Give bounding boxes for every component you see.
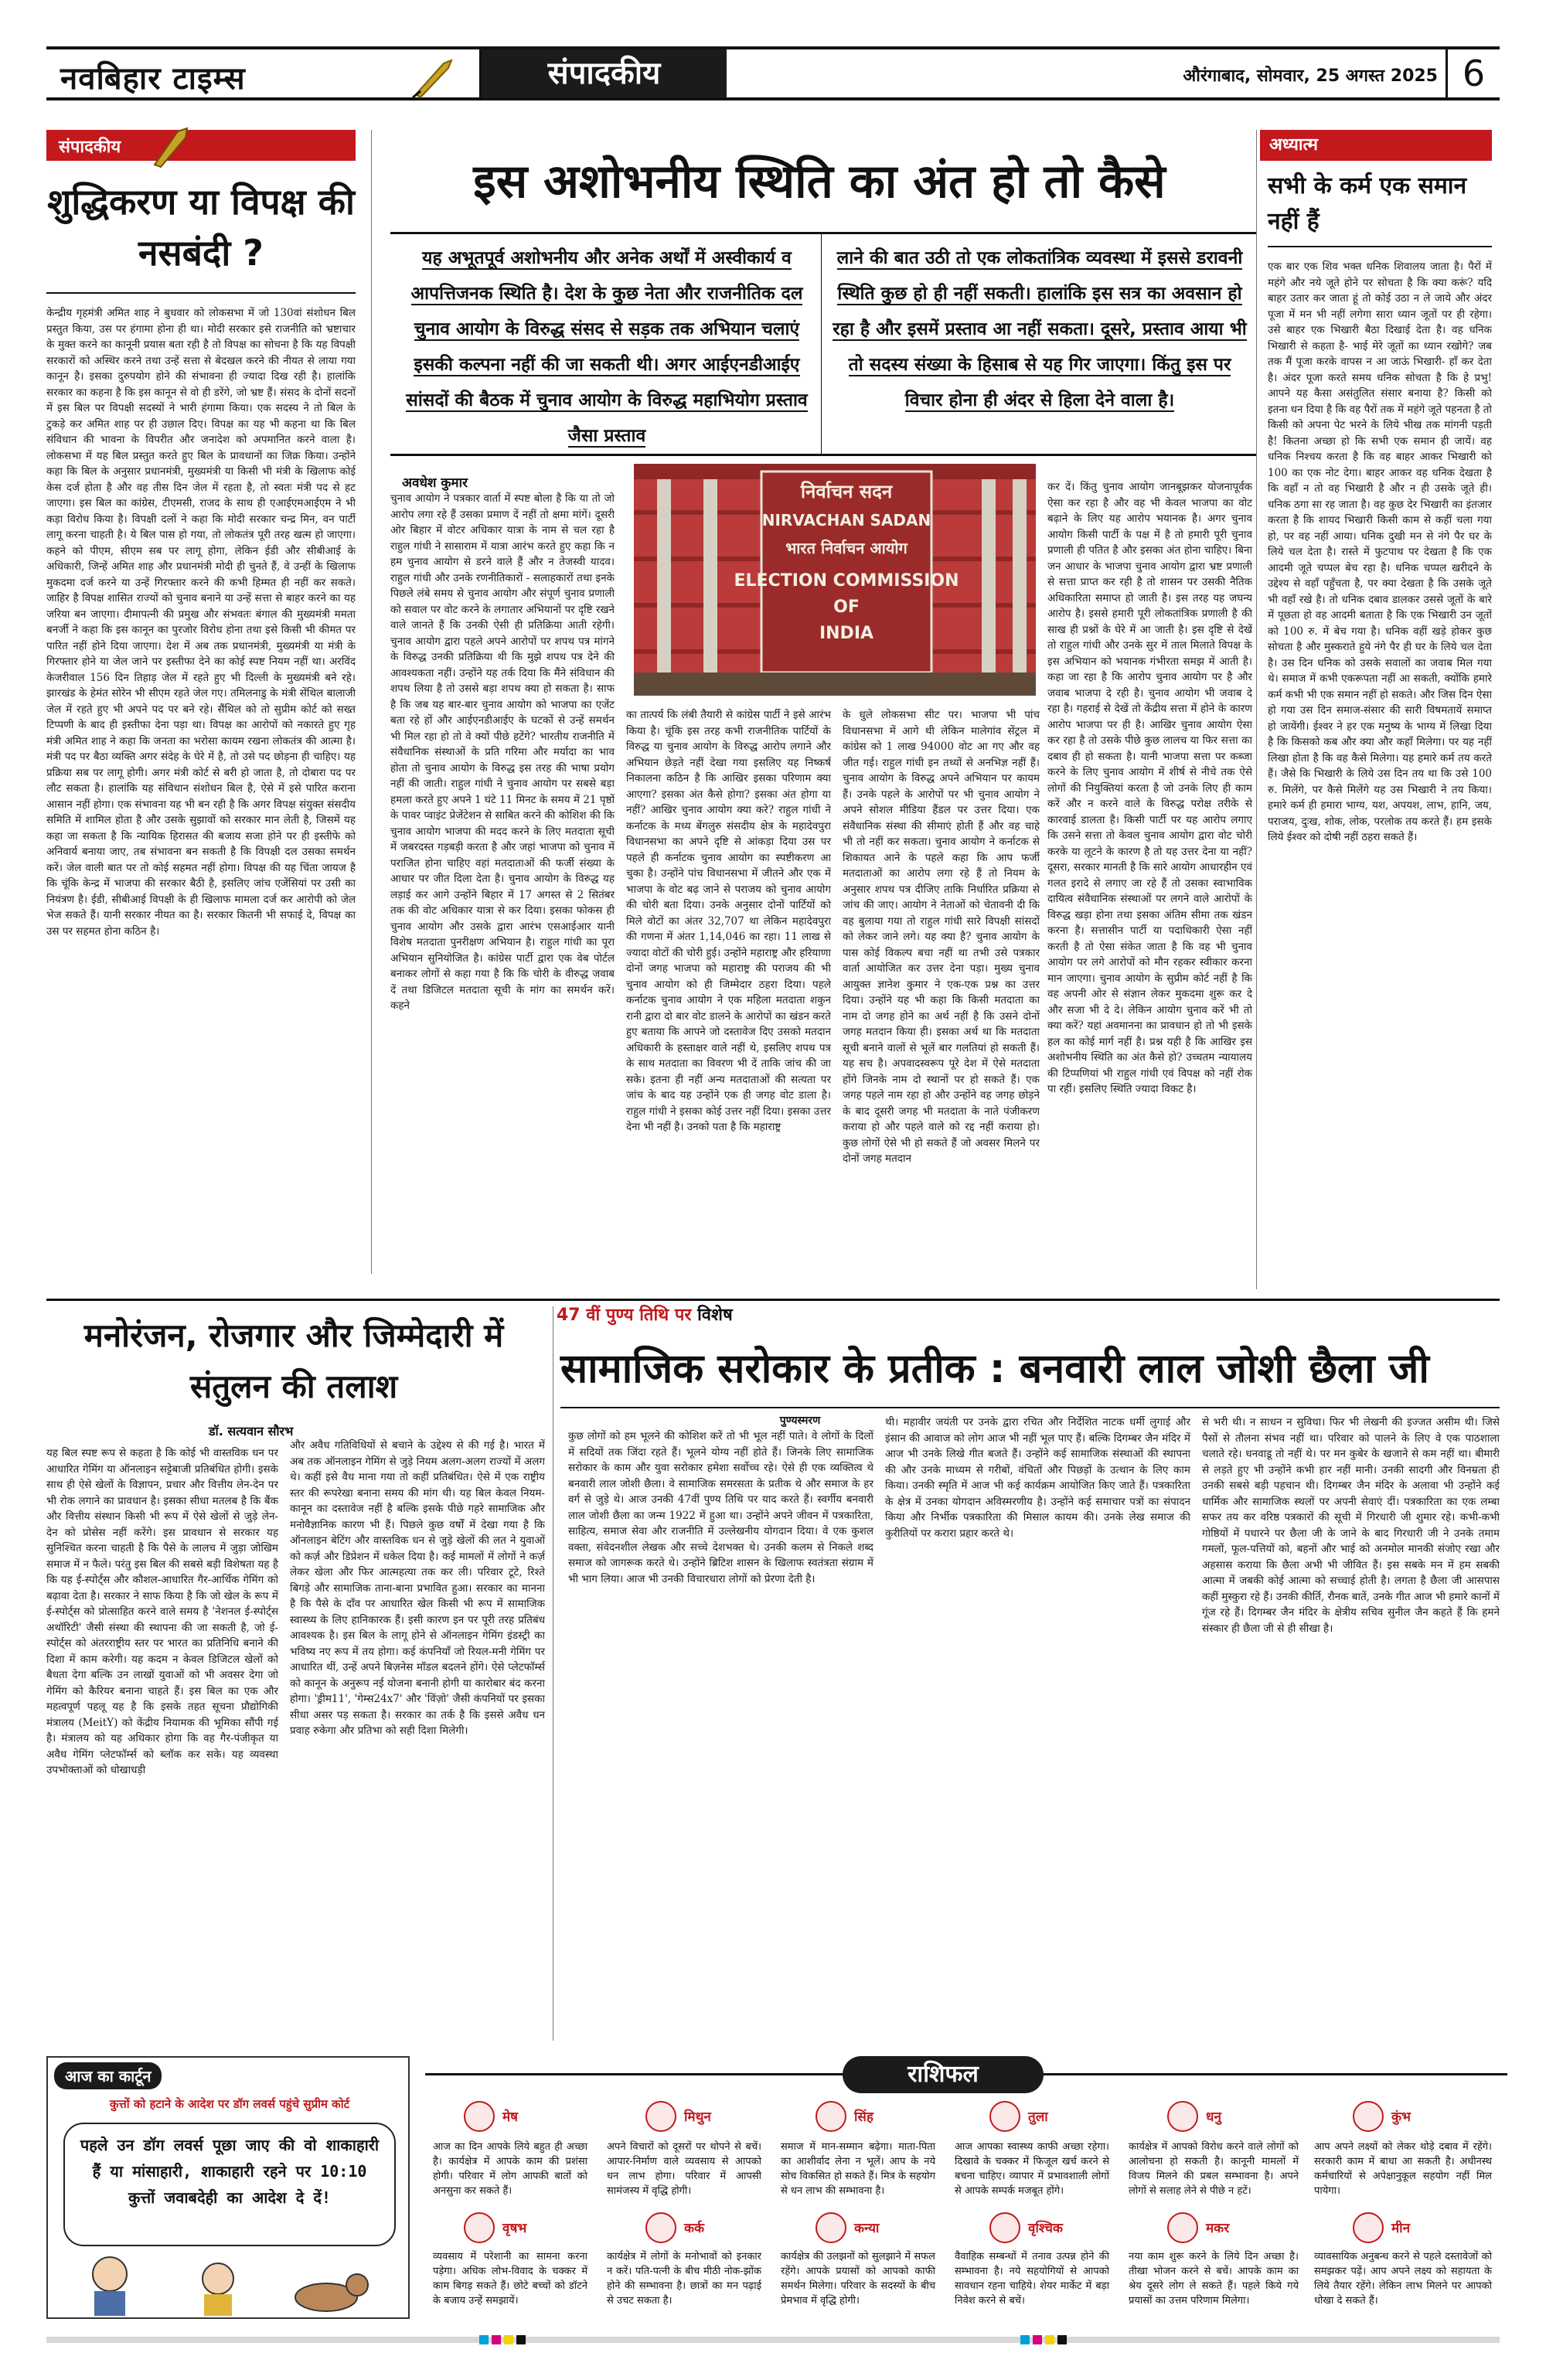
gemini-name: मिथुन xyxy=(684,2109,711,2125)
aries-name: मेष xyxy=(502,2109,518,2125)
sagittarius-name: धनु xyxy=(1206,2109,1221,2125)
gaming-bill-headline: मनोरंजन, रोजगार और जिम्मेदारी में संतुलन की तलाश xyxy=(83,1316,504,1405)
cancer-name: कर्क xyxy=(684,2221,705,2236)
leo-name: सिंह xyxy=(854,2109,873,2125)
libra-text: आज आपका स्वास्थ्य काफी अच्छा रहेगा। दिखावे के चक्कर में फिजूल खर्च करने से बचना चाहिए। व्यापार में प्रभावशाली लोगों से आपके सम्पर्क मजबूत होंगे। xyxy=(955,2141,1109,2197)
leo-icon xyxy=(816,2101,846,2132)
virgo-icon xyxy=(816,2212,846,2243)
dateline: औरंगाबाद, सोमवार, 25 अगस्त 2025 xyxy=(1183,66,1438,86)
article-column-1: चुनाव आयोग ने पत्रकार वार्ता में स्पष्ट बोला है कि या तो जो आरोप लगा रहे हैं उसका प्रमाण दें नहीं तो क्षमा मांगें। दूसरी ओर बिहार में वोटर अधिकार यात्रा के नाम से चल रहा है राहुल गांधी ने सासाराम में यात्रा आरंभ करते हुए कहा कि न हम चुनाव आयोग से डरने वाले हैं और न तेजस्वी यादव। राहुल गांधी और उनके रणनीतिकारों - सलाहकारों तथा इनके पिछले लंबे समय से चुनाव आयोग और संपूर्ण चुनाव प्रणाली को सवाल पर वोट करने के लगातार अभियानों पर दृष्टि रखने वाले जानते हैं कि उनकी ऐसी ही प्रतिक्रिया आती रहेगी। चुनाव आयोग द्वारा पहले अपने आरोपों पर शपथ पत्र मांगने के विरुद्ध उनकी प्रतिक्रिया थी कि मुझे शपथ पत्र देने की आवश्यकता नहीं। उन्होंने यह तर्क दिया कि मैंने संविधान की शपथ लिया है तो उससे बड़ा शपथ क्या हो सकता है। साफ है कि जब यह बार-बार चुनाव आयोग को भाजपा का एजेंट बता रहे हों और आईएनडीआईए के घटकों से उन्हें समर्थन भी मिल रहा हो तो वे क्यों पीछे हटेंगे? भारतीय राजनीति में संवैधानिक संस्थाओं के प्रति गरिमा और मर्यादा का भाव होता तो चुनाव आयोग के विरुद्ध इस तरह की भाषा प्रयोग नहीं की जाती। राहुल गांधी ने चुनाव आयोग पर सबसे बड़ा हमला करते हुए अपने 1 घंटे 11 मिनट के समय में 21 पृष्ठों के पावर प्वाइंट प्रेजेंटेशन से साबित करने की कोशिश की कि चुनाव आयोग भाजपा की मदद करने के लिए मतदाता सूची में जबरदस्त गड़बड़ी करता है और जहां भाजपा को चुनाव में पराजित होना चाहिए वहां मतदाताओं की फर्जी संख्या के आधार पर जीत दिला देता है। चुनाव आयोग के विरुद्ध यह लड़ाई कर आगे उन्होंने बिहार में 17 अगस्त से 2 सितंबर तक की वोट अधिकार यात्रा से कर दिया। इसका फोकस ही चुनाव आयोग और उसके द्वारा आरंभ एसआईआर यानी विशेष मतदाता पुनरीक्षण अभियान है। राहुल गांधी का पूरा अभियान सुनियोजित है। कांग्रेस पार्टी द्वारा एक वेब पोर्टल बनाकर लोगों से कहा गया है कि कि चोरी के वीरुद्ध जवाब दें तथा डिजिटल मतदाता सूची के मांग का समर्थन करें। कहने xyxy=(390,492,615,1012)
building-illustration xyxy=(634,464,1036,696)
photo-sign-line-5: OF xyxy=(833,598,860,617)
quill-pen-icon xyxy=(410,56,456,99)
editorial-body: केन्द्रीय गृहमंत्री अमित शाह ने बुधवार को लोकसभा में जो 130वां संशोधन बिल प्रस्तुत किया, उस पर हंगामा होना ही था। मोदी सरकार इसे राजनीति को भ्रष्टाचार के मुक्त करने का कानूनी प्रयास बता रही है तो विपक्ष का सोचना है कि यह विपक्षी सरकारों को अस्थिर करने तथा उन्हें सत्ता से बेदखल करने की नीयत से लाया गया कानून है। इसका दुरुपयोग होने की संभावना ही ज्यादा दिख रही है। हालांकि सरकार का कहना है कि इस कानून से वो ही डरेंगे, जो भ्रष्ट हैं। संसद के दोनों सदनों में इस बिल पर विपक्षी सदस्यों ने भारी हंगामा किया। एक सदस्य ने तो बिल के टुकड़े कर अमित शाह पर ही उछाल दिए। विपक्ष का यह भी कहना था कि बिल संविधान की भावना के विपरीत और जनादेश को अपमानित करने वाला है। लोकसभा में यह बिल प्रस्तुत करते हुए बिल के प्रावधानों का जिक्र किया। उन्होंने कहा कि बिल के अनुसार प्रधानमंत्री, मुख्यमंत्री या किसी भी मंत्री के खिलाफ कोई केस दर्ज होता है और वह तीस दिन जेल में रहता है, तो स्वतः मंत्री पद से हट जाएगा। इस बिल का कांग्रेस, टीएमसी, राजद के साथ ही एआईएमआईएम ने भी कड़ा विरोध किया है। विपक्षी दलों ने कहा कि मोदी सरकार चन्द्र मिन, वन पार्टी लागू करना चाहती है। ये बिल पास हो गया, तो लोकतंत्र पूरी तरह खत्म हो जाएगा। कहने को पीएम, सीएम सब पर लागू होगा, लेकिन ईडी और सीबीआई के अधिकारी, जिन्हें अमित शाह और प्रधानमंत्री मोदी ही चुनते हैं, वे उन्हीं के खिलाफ मुकदमा दर्ज करने या उन्हें गिरफ्तार करने की कभी हिम्मत ही नहीं कर सकते। जाहिर है विपक्ष शासित राज्यों को चुनाव बनाने या उन्हें सत्ता से बाहर करने का यह जरिया बन जाएगा। दीमापत्नी की प्रमुख और संभवतः बंगाल की मुख्यमंत्री ममता बनर्जी ने कहा कि इस कानून का पुरजोर विरोध होना तथा इसे किसी भी कीमत पर पारित नहीं होने दिया जाएगा। देश में अब तक प्रधानमंत्री, मुख्यमंत्री या मंत्री के गिरफ्तार होने या जेल जाने पर इस्तीफा देने का कोई स्पष्ट नियम नहीं था। अरविंद केजरीवाल 156 दिन तिहाड़ जेल में रहते हुए भी दिल्ली के मुख्यमंत्री बने रहे। झारखंड के हेमंत सोरेन भी सीएम रहते जेल गए। तमिलनाडु के मंत्री सेंथिल बालाजी जेल में रहते हुए भी अपने पद पर बने रहे। सैंथिल को तो सुप्रीम कोर्ट को सख्त टिप्पणी के बाद ही इस्तीफा देना पड़ा था। विपक्ष का आरोपों को नकारते हुए गृह मंत्री अमित शाह ने कहा कि जनता का भरोसा कायम रखना लोकतंत्र की आत्मा है। मंत्री पद पर बैठा व्यक्ति अगर संदेह के घेरे में है, तो उसे पद छोड़ना ही चाहिए। यह प्रक्रिया सब पर लागू होगी। अगर मंत्री कोर्ट से बरी हो जाता है, तो दोबारा पद पर लौट सकता है। हालांकि यह संविधान संशोधन बिल है, ऐसे में इसे पारित कराना आसान नहीं होगा। एक संभावना यह भी बन रही है कि अगर विपक्ष संयुक्त संसदीय समिति में शामिल होता है और उसके सुझावों को सरकार मान लेती है, जिसमें यह कहा जा सकता है कि न्यायिक हिरासत की बजाय सजा होने पर ही इस्तीफे को अनिवार्य बनाया जाए, तब संभावना बन सकती है कि विपक्षी दल उसका समर्थन करें। जेल वाली बात पर तो कोई सहमत नहीं होगा। विपक्ष की यह चिंता जायज है कि चूंकि केन्द्र में भाजपा की सरकार बैठी है, इसलिए जांच एजेंसियां पर उसी का नियंत्रण है। ईडी, सीबीआई विपक्षी के ही खिलाफ मामला दर्ज कर आरोपी को जेल भेज सकते हैं। यानी सरकार नीयत का है। सरकार कितनी भी सफाई दे, विपक्ष का उस पर सहमत होना कठिन है। xyxy=(46,307,356,938)
capricorn-icon xyxy=(1167,2212,1198,2243)
virgo-text: कार्यक्षेत्र की उलझनों को सुलझाने में सफल रहेंगे। आपके प्रयासों को आपको काफी समर्थन मिलेगा। परिवार के सदस्यों के बीच प्रेमभाव में वृद्धि होगी। xyxy=(781,2251,935,2307)
special-column-3: से भरी थी। न साधन न सुविधा। फिर भी लेखनी की इज्जत असीम थी। जिसे पैसों से तौलना संभव नहीं था। परिवार को पालने के लिए वे एक पाठशाला चलाते रहे। धनवाडू तो नहीं थे। पर मन कुबेर के खजाने से कम नहीं था। बीमारी से लड़ते हुए भी उन्होंने कभी हार नहीं मानी। उनकी सादगी और विनम्रता ही उनकी सबसे बड़ी पहचान थी। दिगम्बर जैन मंदिर के अलावा भी उन्होंने कई धार्मिक और सामाजिक स्थलों पर अपनी सेवाएं दीं। पत्रकारिता का एक लम्बा सफर तय कर वरिष्ठ पत्रकारों की सूची में गिरधारी जी शुमार रहे। कभी-कभी गोष्ठियों में पधारने पर छैला जी के जाने के बाद गिरधारी जी ने उनके तमाम गमलों, फूल-पत्तियों को, बहनों और भाई को अनमोल मानकी संजोए रखा और अहसास कराया कि छैला अभी भी जीवित हैं। इस सबके मन में हम सबकी आत्मा में जबकी कोई आत्मा को सच्चाई होती है। लगता है छैला जी आसपास कहीं मुस्कुरा रहे हैं। उनकी कीर्ति, रौनक बातें, उनके गीत आज भी हमारे कानों में गूंज रहे हैं। दिगम्बर जैन मंदिर के क्षेत्रीय सचिव सुनील जैन कहते हैं कि हमने संस्कार ही छैला जी से ही सीखा है। xyxy=(1202,1416,1500,1635)
cartoon-speech-bubble: पहले उन डॉग लवर्स पूछा जाए की वो शाकाहारी हैं या मांसाहारी, शाकाहारी रहने पर 10:10 कुत्तों जवाबदेही का आदेश दे दें! xyxy=(63,2123,396,2246)
masthead xyxy=(46,46,1500,100)
print-registration-bar xyxy=(46,2334,1500,2345)
special-kicker-number: 47 वीं पुण्य तिथि पर xyxy=(557,1306,692,1325)
column-rule xyxy=(371,130,372,1274)
photo-sign-line-6: INDIA xyxy=(819,624,874,643)
author-byline: अवधेश कुमार xyxy=(402,475,468,491)
special-headline: सामाजिक सरोकार के प्रतीक : बनवारी लाल जोशी छैला जी xyxy=(560,1346,1429,1392)
column-rule xyxy=(1256,130,1257,1289)
election-commission-photo xyxy=(634,464,1036,696)
pisces-name: मीन xyxy=(1391,2221,1411,2236)
pisces-text: व्यावसायिक अनुबन्ध करने से पहले दस्तावेजों को समझकर पढ़ें। आप अपने लक्ष्य को सहायता के लिये तैयार रहेंगे। लेकिन लाभ मिलने पर आपको धोखा दे सकते हैं। xyxy=(1314,2251,1492,2307)
deck-divider xyxy=(821,234,822,454)
special-column-1: कुछ लोगों को हम भूलने की कोशिश करें तो भी भूल नहीं पाते। वे लोगों के दिलों में सदियों तक जिंदा रहते हैं। भूलने योग्य नहीं होते हैं। जिनके लिए सामाजिक सरोकार के काम और युवा सरोकार हमेशा सर्वोच्च रहे। ऐसे ही एक व्यक्तित्व थे बनवारी लाल जोशी छैला। वे सामाजिक समरसता के प्रतीक थे और समाज के हर वर्ग से जुड़े थे। आज उनकी 47वीं पुण्य तिथि पर याद करते हैं। स्वर्गीय बनवारी लाल जोशी छैला का जन्म 1922 में हुआ था। उन्होंने अपने जीवन में पत्रकारिता, साहित्य, समाज सेवा और राजनीति में उल्लेखनीय योगदान दिया। वे एक कुशल वक्ता, संवेदनशील लेखक और सच्चे देशभक्त थे। उनकी कलम से निकले शब्द समाज को जागरूक करते थे। उन्होंने ब्रिटिश शासन के खिलाफ स्वतंत्रता संग्राम में भी भाग लिया। आज भी उनकी विचारधारा लोगों को प्रेरणा देती है। xyxy=(568,1430,873,1585)
horoscope-box xyxy=(425,2056,1507,2319)
scorpio-icon xyxy=(989,2212,1020,2243)
cartoon-drawing xyxy=(63,2251,396,2316)
special-column-2: थी। महावीर जयंती पर उनके द्वारा रचित और निर्देशित नाटक धर्मी लुगाई और इंसान की आवाज को लोग आज भी नहीं भूल पाए हैं। बल्कि दिगम्बर जैन मंदिर में आज भी उनके लिखे गीत बजते हैं। उन्होंने कई सामाजिक संस्थाओं की स्थापना की और उनके माध्यम से गरीबों, वंचितों और पिछड़ों के उत्थान के लिए काम किया। उनकी स्मृति में आज भी कई कार्यक्रम आयोजित किए जाते हैं। पत्रकारिता के क्षेत्र में उनका योगदान अविस्मरणीय है। उन्होंने कई समाचार पत्रों का संपादन किया और निर्भीक पत्रकारिता की मिसाल कायम की। उनके लेख समाज की कुरीतियों पर करारा प्रहार करते थे। xyxy=(885,1416,1190,1540)
pen-nib-icon xyxy=(147,122,193,169)
spirituality-kicker: अध्यात्म xyxy=(1260,130,1492,161)
photo-sign-line-2: NIRVACHAN SADAN xyxy=(761,511,931,529)
virgo-name: कन्या xyxy=(854,2221,880,2236)
gemini-text: अपने विचारों को दूसरों पर थोपने से बचें। आपार-निर्माण वाले व्यवसाय से आपको धन लाभ होगा। परिवार में आपसी सामंजस्य में वृद्धि होगी। xyxy=(607,2141,761,2197)
main-headline: इस अशोभनीय स्थिति का अंत हो तो कैसे xyxy=(473,155,1166,209)
editorial-kicker-label: संपादकीय xyxy=(59,138,121,157)
aquarius-text: आप अपने लक्ष्यों को लेकर थोड़े दबाव में रहेंगे। सरकारी काम में बाधा आ सकती है। अधीनस्थ कर्मचारियों से अपेक्षानुकूल सहयोग नहीं मिल पायेगा। xyxy=(1314,2141,1492,2197)
divider xyxy=(560,1407,1500,1408)
taurus-icon xyxy=(464,2212,495,2243)
spirituality-body: एक बार एक शिव भक्त धनिक शिवालय जाता है। पैरों में महंगे और नये जूते होने पर सोचता है कि क्या करूं? यदि बाहर उतार कर जाता हूं तो कोई उठा न ले जाये और अंदर पूजा में मन भी नहीं लगेगा सारा ध्यान जूतों पर ही रहेगा। उसे बाहर एक भिखारी बैठा दिखाई देता है। वह धनिक भिखारी से कहता है- भाई मेरे जूतों का ध्यान रखोगे? जब तक मैं पूजा करके वापस न आ जाऊं भिखारी- हाँ कर देता है। अंदर पूजा करते समय धनिक सोचता है कि हे प्रभु! आपने यह कैसा असंतुलित संसार बनाया है? किसी को इतना धन दिया है कि वह पैरों तक में महंगे जूते पहनता है तो किसी को अपना पेट भरने के लिये भीख तक मांगनी पड़ती है! कितना अच्छा हो कि सभी एक समान ही जायें। वह धनिक निश्चय करता है कि वह बाहर आकर भिखारी को 100 का एक नोट देगा। बाहर आकर वह धनिक देखता है कि वहाँ न तो वह भिखारी है और न ही उसके जूते ही। धनिक ठगा सा रह जाता है। वह कुछ देर भिखारी का इंतजार करता है कि शायद भिखारी किसी काम से कहीं चला गया हो, पर वह नहीं आया। धनिक दुखी मन से नंगे पैर घर के लिये चल देता है। रास्ते में फुटपाथ पर देखता है कि एक आदमी जूते चप्पल बेच रहा है। धनिक चप्पल खरीदने के उद्देश्य से वहाँ पहुँचता है, पर क्या देखता है कि उसके जूते भी वहाँ रखे है। तो धनिक दबाव डालकर उससे जूतों के बारे में पूछता हो वह आदमी बताता है कि एक भिखारी उन जूतों को 100 रु. में बेच गया है। धनिक वहीं खड़े होकर कुछ सोचता है और मुस्कराते हुये नंगे पैर ही घर के लिये चल देता है। उस दिन धनिक को उसके सवालों का जवाब मिल गया थे। समाज में कभी एकरूपता नहीं आ सकती, क्योंकि हमारे कर्म कभी भी एक समान नहीं हो सकते। और जिस दिन ऐसा हो गया उस दिन समाज-संसार की सारी विषमतायें समाप्त हो जायेंगी। ईश्वर ने हर एक मनुष्य के भाग्य में लिखा दिया है कि किसको कब और क्या और कहाँ मिलेगा। पर यह नहीं लिखा होता है कि वह कैसे मिलेगा। यह हमारे कर्म तय करते हैं। जैसे कि भिखारी के लिये उस दिन तय था कि उसे 100 रु. मिलेंगे, पर कैसे मिलेंगे यह उस भिखारी ने तय किया। हमारे कर्म ही हमारा भाग्य, यश, अपयश, लाभ, हानि, जय, पराजय, दुःख, शोक, लोक, परलोक तय करते हैं। हम इसके लिये ईश्वर को दोषी नहीं ठहरा सकते हैं। xyxy=(1268,260,1492,843)
headline-deck xyxy=(390,232,1256,456)
remembrance-kicker: पुण्यस्मरण xyxy=(779,1415,821,1427)
photo-sign-line-4: ELECTION COMMISSION xyxy=(734,571,959,591)
cartoon-caption: कुत्तों को हटाने के आदेश पर डॉग लवर्स पहुंचे सुप्रीम कोर्ट xyxy=(109,2097,350,2111)
article-column-4: कर दें। किंतु चुनाव आयोग जानबूझकर योजनापूर्वक ऐसा कर रहा है और वह भी केवल भाजपा का वोट बढ़ाने के लिए यह आरोप भयानक है। अगर चुनाव आयोग किसी पार्टी के पक्ष में है तो हमारी पूरी चुनाव प्रणाली ही पतित है और इसका अंत होना चाहिए। बिना जन आधार के भाजपा चुनाव आयोग द्वारा भ्रष्ट प्रणाली से सत्ता प्राप्त कर रही है तो शासन पर उसकी नैतिक अधिकारिता समाप्त हो जाती है। इस तरह यह जघन्य आरोप है। इससे हमारी पूरी लोकतांत्रिक प्रणाली है की साख ही प्रश्नों के घेरे में आ जाती है। इस दृष्टि से देखें तो राहुल गांधी और उनके सुर में ताल मिलाते विपक्ष के इस अभियान को भयानक गंभीरता समझ में आती है। कहा जा रहा है कि आरोप चुनाव आयोग पर है और जवाब भाजपा दे रही है। चुनाव आयोग भी जवाब दे रहा है। गहराई से देखें तो केंद्रीय सत्ता में होने के कारण आरोप भाजपा पर ही है। आखिर चुनाव आयोग ऐसा कर रहा है तो उसके पीछे कुछ लालच या फिर सत्ता का दबाव ही हो सकता है। यानी भाजपा सत्ता पर कब्जा करने के लिए चुनाव आयोग में शीर्ष से नीचे तक ऐसे लोगों की नियुक्तियां करता है जो उनके लिए ही काम करें और न करने वाले के विरुद्ध परोक्ष तरीके से कारवाई डालता है। किसी पार्टी पर यह आरोप लगाए कि उसने सत्ता तो केवल चुनाव आयोग द्वारा वोट चोरी करके या लूटने के कारण है तो यह उत्तर देना या नहीं? दूसरा, सरकार मानती है कि सारे आयोग आधारहीन एवं गलत इरादे से लगाए जा रहे हैं तो उसका स्वाभाविक दायित्व संवैधानिक संस्थाओं पर लगने वाले आरोपों के विरुद्ध खड़ा होना तथा इसका अंतिम सीमा तक खंडन करना है। सत्तासीन पार्टी या पदाधिकारी ऐसा नहीं करती है तो ऐसा संकेत जाता है कि वह भी चुनाव आयोग पर लगे आरोपों को मौन रहकर स्वीकार करना मान जाएगा। चुनाव आयोग के सुप्रीम कोर्ट नहीं है कि वह अपनी ओर से संज्ञान लेकर मुकदमा शुरू कर दे और सजा भी दे दे। लेकिन आयोग चुनाव करें भी तो क्या करें? यहां अवमानना का प्रावधान हो तो भी इसके हल का कोई मार्ग नहीं है। प्रश्न यही है कि आखिर इस अशोभनीय स्थिति का अंत कैसे हो? उच्चतम न्यायालय की टिप्पणियां भी राहुल गांधी एवं विपक्ष को नहीं रोक पा रहीं। इसलिए स्थिति ज्यादा विकट है। xyxy=(1047,481,1252,1095)
special-kicker xyxy=(557,1302,733,1326)
cancer-text: कार्यक्षेत्र में लोगों के मनोभावों को इनकार न करें। पति-पत्नी के बीच मीठी नोक-झोंक होने की सम्भावना है। छात्रों का मन पढ़ाई से उचट सकता है। xyxy=(607,2251,761,2307)
newspaper-brand: नवबिहार टाइम्स xyxy=(60,61,246,97)
aquarius-name: कुंभ xyxy=(1391,2109,1411,2125)
editorial-kicker xyxy=(46,130,356,161)
libra-name: तुला xyxy=(1028,2109,1048,2125)
deck-right-text: लाने की बात उठी तो एक लोकतांत्रिक व्यवस्था में इससे डरावनी स्थिति कुछ हो ही नहीं सकती। हालांकि इस सत्र का अवसान हो रहा है और इसमें प्रस्ताव आ नहीं सकता। दूसरे, प्रस्ताव आया भी तो सदस्य संख्या के हिसाब से यह गिर जाएगा। किंतु इस पर विचार होना ही अंदर से हिला देने वाला है। xyxy=(833,248,1247,410)
divider xyxy=(46,292,356,294)
gaming-bill-column-2: और अवैध गतिविधियों से बचाने के उद्देश्य से की गई है। भारत में अब तक ऑनलाइन गेमिंग से जुड़े नियम अलग-अलग राज्यों में अलग थे। कहीं इसे वैध माना गया तो कहीं प्रतिबंधित। ऐसे में एक राष्ट्रीय स्तर की रूपरेखा बनाना समय की मांग थी। यह बिल केवल नियम-कानून का दस्तावेज नहीं है बल्कि इसके पीछे गहरे सामाजिक और मनोवैज्ञानिक कारण भी हैं। पिछले कुछ वर्षों में देखा गया है कि ऑनलाइन बेटिंग और वास्तविक धन से जुड़े खेलों की लत ने युवाओं को कर्ज़ और डिप्रेशन में धकेल दिया है। कई मामलों में लोगों ने कर्ज़ लेकर खेला और फिर आत्महत्या तक कर ली। परिवार टूटे, रिश्ते बिगड़े और सामाजिक ताना-बाना प्रभावित हुआ। सरकार का मानना है कि पैसे के दाँव पर आधारित खेल किसी भी रूप में सामाजिक स्वास्थ्य के लिए हानिकारक हैं। इसी कारण इन पर पूरी तरह प्रतिबंध आवश्यक है। इस बिल के लागू होने से ऑनलाइन गेमिंग इंडस्ट्री का भविष्य नए रूप में तय होगा। कई कंपनियाँ जो रियल-मनी गेमिंग पर आधारित थीं, उन्हें अपने बिज़नेस मॉडल बदलने होंगे। ऐसे प्लेटफॉर्म्स को कानून के अनुरूप नई योजना बनानी होगी या कारोबार बंद करना होगा। 'ड्रीम11', 'गेम्स24x7' और 'विंज़ो' जैसी कंपनियों पर इसका सीधा असर पड़ सकता है। सरकार का तर्क है कि इससे अवैध धन प्रवाह रुकेगा और प्रतिभा को सही दिशा मिलेगी। xyxy=(290,1439,545,1737)
libra-icon xyxy=(989,2101,1020,2132)
article-column-2: का तात्पर्य कि लंबी तैयारी से कांग्रेस पार्टी ने इसे आरंभ किया है। चूंकि इस तरह कभी राजनीतिक पार्टियों के विरुद्ध या चुनाव आयोग के विरुद्ध आरोप लगाने और अभियान छेड़ते नहीं देखा गया इसलिए यह निष्कर्ष निकालना कठिन है कि आखिर इसका परिणाम क्या आएगा? इसका अंत कैसे होगा? इसका अंत होगा या नहीं? आखिर चुनाव आयोग क्या करे? राहुल गांधी ने कर्नाटक के मध्य बेंगलुरु संसदीय क्षेत्र के महादेवपुरा विधानसभा का अपने दृष्टि से आंकड़ा दिया उस पर पहले ही कर्नाटक चुनाव आयोग का स्पष्टीकरण आ चुका है। उन्होंने पांच विधानसभा में जीतने और एक में भाजपा के वोट बढ़ जाने से पराजय को चुनाव आयोग की चोरी बता दिया। उनके अनुसार दोनों पार्टियों को मिले वोटों का अंतर 32,707 था लेकिन महादेवपुरा की गणना में अंतर 1,14,046 का रहा। 11 लाख से ज्यादा वोटों की चोरी हुई। उन्होंने महाराष्ट्र और हरियाणा दोनों जगह भाजपा को महाराष्ट्र की पराजय की भी चुनाव आयोग को ही जिम्मेदार ठहरा दिया। पहले कर्नाटक चुनाव आयोग ने एक महिला मतदाता शकुन रानी द्वारा दो बार वोट डालने के आरोपों का खंडन करते हुए बताया कि आपने जो दस्तावेज दिए उसको मतदान अधिकारी के हस्ताक्षर वाले नहीं थे, इसलिए शपथ पत्र के साथ मतदाता का विवरण भी दें ताकि जांच की जा सके। इतना ही नहीं अन्य मतदाताओं की सत्यता पर जांच के बाद यह उन्होंने एक ही जगह वोट डाला है। राहुल गांधी ने इसका कोई उत्तर नहीं दिया। इसका उत्तर देना भी नहीं है। उनको पता है कि महाराष्ट्र xyxy=(626,709,831,1133)
article-column-3: के धुले लोकसभा सीट पर। भाजपा भी पांच विधानसभा में आगे थी लेकिन मालेगांव सेंट्रल में कांग्रेस को 1 लाख 94000 वोट आ गए और वह जीत गई। राहुल गांधी इन तथ्यों से अनभिज्ञ नहीं हैं। चुनाव आयोग के विरुद्ध अपने अभियान पर कायम हैं। उनके पहले के आरोपों पर भी चुनाव आयोग ने अपने सोशल मीडिया हैंडल पर उत्तर दिया। एक संवैधानिक संस्था की सीमाएं होती हैं और वह चाहे भी तो नहीं कर सकता। चुनाव आयोग ने कर्नाटक से शिकायत आने के पहले कहा कि आप फर्जी मतदाताओं का आरोप लगा रहे हैं तो नियम के अनुसार शपथ पत्र दीजिए ताकि निर्धारित प्रक्रिया से जांच की जाए। आयोग ने नेताओं को चेतावनी दी कि वह बुलाया गया तो राहुल गांधी सारे विपक्षी सांसदों को लेकर जाने लगे। यह क्या है? चुनाव आयोग के पास कोई विकल्प बचा नहीं था तभी उसे पत्रकार वार्ता आयोजित कर उत्तर देना पड़ा। मुख्य चुनाव आयुक्त ज्ञानेश कुमार ने एक-एक प्रश्न का उत्तर दिया। उन्होंने यह भी कहा कि किसी मतदाता का नाम दो जगह होने का अर्थ नहीं है कि उसने दोनों जगह मतदान किया ही। इसका अर्थ था कि मतदाता सूची बनाने वालों से भूलें बार गलतियां हो सकती हैं। यह सच है। अपवादस्वरूप पूरे देश में ऐसे मतदाता होंगे जिनके नाम दो स्थानों पर हो सकते हैं। एक जगह पहले नाम रहा हो और उन्होंने वह जगह छोड़ने के बाद दूसरी जगह भी मतदाता के नाते पंजीकरण कराया हो और पहले वाले को रद्द नहीं कराया हो। कुछ लोगों ऐसे भी हो सकते हैं जो अवसर मिलने पर दोनों जगह मतदान xyxy=(843,709,1040,1165)
photo-sign-line-1: निर्वाचन सदन xyxy=(800,481,893,502)
page-number: 6 xyxy=(1446,49,1500,97)
gaming-bill-byline: डॉ. सत्यवान सौरभ xyxy=(209,1424,294,1439)
scorpio-text: वैवाहिक सम्बन्धों में तनाव उत्पन्न होने की सम्भावना है। नये सहयोगियों से आपको सावधान रहना चाहिये। शेयर मार्केट में बड़ा निवेश करने से बचें। xyxy=(955,2251,1109,2307)
deck-left-text: यह अभूतपूर्व अशोभनीय और अनेक अर्थों में अस्वीकार्य व आपत्तिजनक स्थिति है। देश के कुछ नेता और राजनीतिक दल चुनाव आयोग के विरुद्ध संसद से सड़क तक अभियान चलाएं इसकी कल्पना नहीं की जा सकती थी। अगर आईएनडीआईए सांसदों की बैठक में चुनाव आयोग के विरुद्ध महाभियोग प्रस्ताव जैसा प्रस्ताव xyxy=(406,248,808,446)
special-kicker-rest: विशेष xyxy=(697,1306,733,1325)
divider xyxy=(1268,246,1492,247)
deck-right xyxy=(831,240,1248,418)
cartoon-box xyxy=(46,2056,410,2319)
aries-text: आज का दिन आपके लिये बहुत ही अच्छा है। कार्यक्षेत्र में आपके काम की प्रशंसा होगी। परिवार में लोग आपकी बातों को अनसुना कर सकते हैं। xyxy=(433,2141,587,2197)
pisces-icon xyxy=(1353,2212,1384,2243)
section-title: संपादकीय xyxy=(479,49,727,97)
editorial-headline: शुद्धिकरण या विपक्ष की नसबंदी ? xyxy=(47,181,355,274)
taurus-name: वृषभ xyxy=(502,2221,527,2236)
section-divider xyxy=(46,1299,1500,1301)
taurus-text: व्यवसाय में परेशानी का सामना करना पड़ेगा। अधिक लोभ-विवाद के चक्कर में काम बिगड़ सकते हैं। छोटे बच्चों को डॉटने के बजाय उन्हें समझायें। xyxy=(433,2251,587,2307)
deck-left xyxy=(398,240,816,454)
cartoon-title: आज का कार्टून xyxy=(54,2062,162,2089)
aries-icon xyxy=(464,2101,495,2132)
leo-text: समाज में मान-सम्मान बढ़ेगा। माता-पिता का आशीर्वाद लेना न भूलें। आप के नये सोच विकसित हो सकते हैं। मित्र के सहयोग से धन लाभ की सम्भावना है। xyxy=(781,2141,935,2197)
scorpio-name: वृश्चिक xyxy=(1028,2221,1063,2236)
capricorn-name: मकर xyxy=(1206,2221,1230,2236)
horoscope-title: राशिफल xyxy=(843,2056,1044,2093)
gaming-bill-column-1: यह बिल स्पष्ट रूप से कहता है कि कोई भी वास्तविक धन पर आधारित गेमिंग या ऑनलाइन सट्टेबाजी प्रतिबंधित होगी। इसके साथ ही ऐसे खेलों के विज्ञापन, प्रचार और वित्तीय लेन-देन पर भी रोक लगाने का प्रावधान है। इसका सीधा मतलब है कि बैंक और वित्तीय संस्थान किसी भी रूप में ऐसे खेलों से जुड़े लेन-देन को प्रोसेस नहीं करेंगे। इस प्रावधान से सरकार यह सुनिश्चित करना चाहती है कि पैसे के लालच में जुड़ा जोखिम समाज में न फैले। परंतु इस बिल की सबसे बड़ी विशेषता यह है कि यह ई-स्पोर्ट्स और कौशल-आधारित गैर-आर्थिक गेमिंग को बढ़ावा देता है। सरकार ने साफ किया है कि जो खेल के रूप में ई-स्पोर्ट्स को प्रोत्साहित करने वाले समय है 'नेशनल ई-स्पोर्ट्स अथॉरिटी' जैसी संस्था की स्थापना की जा सकती है, जो ई-स्पोर्ट्स को अंतरराष्ट्रीय स्तर पर भारत का प्रतिनिधि बनाने की दिशा में काम करेगी। यह कदम न केवल डिजिटल खेलों को बैधता देगा बल्कि उन लाखों युवाओं को भी अवसर देगा जो गेमिंग को कैरियर बनाना चाहते हैं। इस बिल का एक और महत्वपूर्ण पहलू यह है कि इसके तहत सूचना प्रौद्योगिकी मंत्रालय (MeitY) को केंद्रीय नियामक की भूमिका सौंपी गई है। मंत्रालय को यह अधिकार होगा कि वह गैर-पंजीकृत या अवैध गेमिंग प्लेटफॉर्म्स को ब्लॉक कर सके। यह व्यवस्था उपभोक्ताओं को धोखाधड़ी xyxy=(46,1447,278,1776)
gemini-icon xyxy=(645,2101,676,2132)
aquarius-icon xyxy=(1353,2101,1384,2132)
cancer-icon xyxy=(645,2212,676,2243)
capricorn-text: नया काम शुरू करने के लिये दिन अच्छा है। तीखा भोजन करने से बचें। आपके काम का श्रेय दूसरे लोग ले सकते हैं। पहले किये गये प्रयासों का उत्तम परिणाम मिलेगा। xyxy=(1129,2251,1299,2307)
sagittarius-icon xyxy=(1167,2101,1198,2132)
photo-sign-line-3: भारत निर्वाचन आयोग xyxy=(785,539,908,557)
spirituality-headline: सभी के कर्म एक समान नहीं हैं xyxy=(1268,172,1467,235)
sagittarius-text: कार्यक्षेत्र में आपको विरोध करने वाले लोगों को आलोचना हो सकती है। कानूनी मामलों में विजय मिलने की प्रबल सम्भावना है। अपने लोगों से सलाह लेने से पीछे न हटें। xyxy=(1129,2141,1299,2197)
